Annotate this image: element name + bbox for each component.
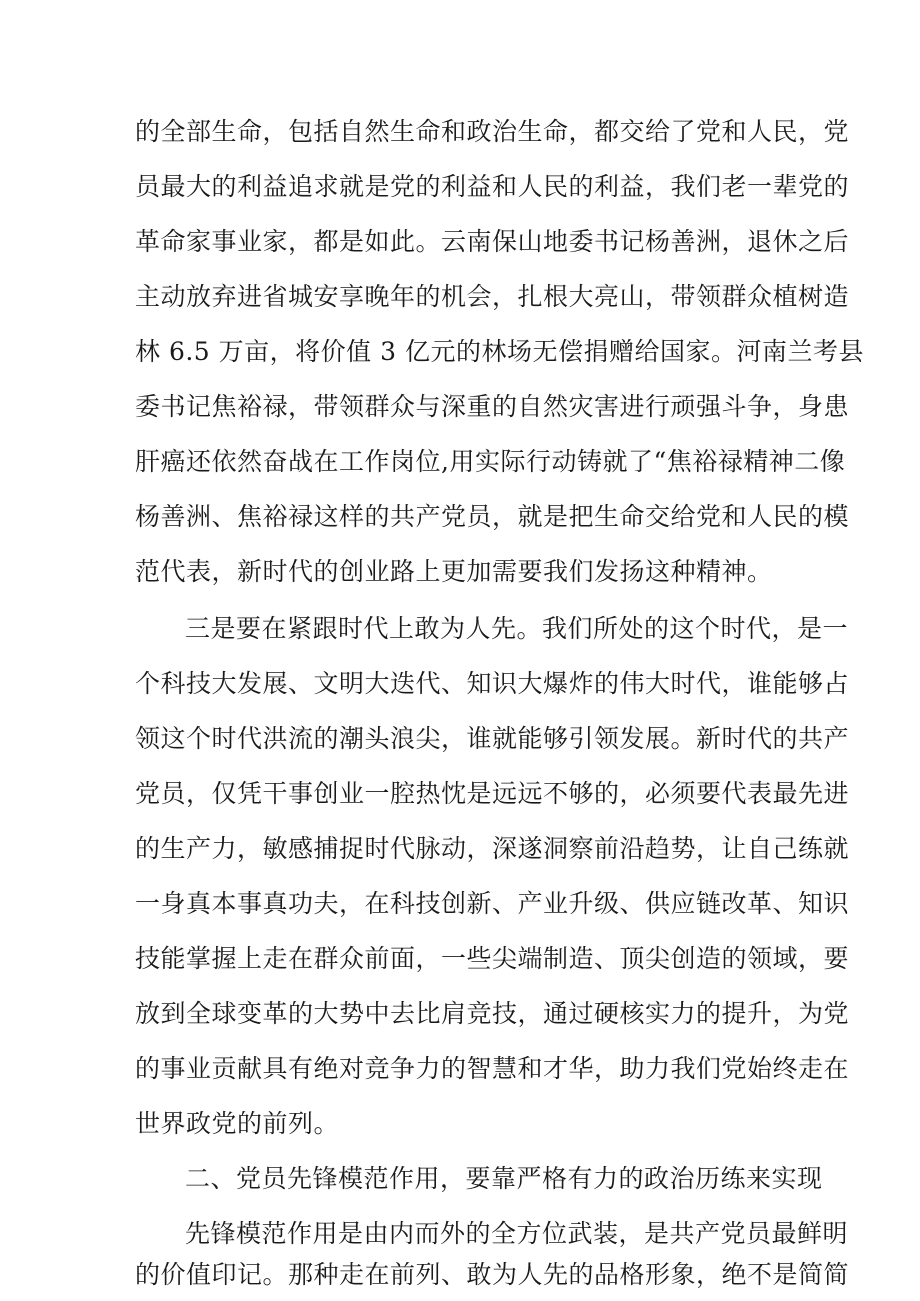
- paragraph-1-line-9: 范代表，新时代的创业路上更加需要我们发扬这种精神。: [135, 557, 773, 586]
- paragraph-1-line-7: 肝癌还依然奋战在工作岗位,用实际行动铸就了“焦裕禄精神二像: [135, 447, 846, 476]
- paragraph-2-line-3: 领这个时代洪流的潮头浪尖，谁就能够引领发展。新时代的共产: [135, 724, 850, 753]
- paragraph-2-line-7: 技能掌握上走在群众前面，一些尖端制造、顶尖创造的领域，要: [135, 944, 850, 973]
- paragraph-2-line-4: 党员，仅凭干事创业一腔热忱是远远不够的，必须要代表最先进: [135, 779, 850, 808]
- paragraph-3-line-1: 先锋模范作用是由内而外的全方位武装，是共产党员最鲜明: [185, 1219, 849, 1248]
- paragraph-1-line-1: 的全部生命，包括自然生命和政治生命，都交给了党和人民，党: [135, 117, 850, 146]
- paragraph-2-line-10: 世界政党的前列。: [135, 1109, 340, 1138]
- paragraph-1-line-2: 员最大的利益追求就是党的利益和人民的利益，我们老一辈党的: [135, 172, 850, 201]
- paragraph-2-line-5: 的生产力，敏感捕捉时代脉动，深遂洞察前沿趋势，让自己练就: [135, 834, 850, 863]
- paragraph-1-line-4: 主动放弃进省城安享晚年的机会，扎根大亮山，带领群众植树造: [135, 282, 850, 311]
- paragraph-2-line-2: 个科技大发展、文明大迭代、知识大爆炸的伟大时代，谁能够占: [135, 669, 850, 698]
- paragraph-1-line-3: 革命家事业家，都是如此。云南保山地委书记杨善洲，退休之后: [135, 227, 850, 256]
- paragraph-2-line-8: 放到全球变革的大势中去比肩竞技，通过硬核实力的提升，为党: [135, 999, 850, 1028]
- section-heading: 二、党员先锋模范作用，要靠严格有力的政治历练来实现: [185, 1164, 823, 1193]
- paragraph-3-line-2: 的价值印记。那种走在前列、敢为人先的品格形象，绝不是简简: [135, 1260, 850, 1289]
- paragraph-2-line-9: 的事业贡献具有绝对竞争力的智慧和才华，助力我们党始终走在: [135, 1054, 850, 1083]
- paragraph-2-line-6: 一身真本事真功夫，在科技创新、产业升级、供应链改革、知识: [135, 889, 850, 918]
- paragraph-1-line-5: 林 6.5 万亩，将价值 3 亿元的林场无偿捐赠给国家。河南兰考县: [135, 337, 864, 366]
- paragraph-1-line-8: 杨善洲、焦裕禄这样的共产党员，就是把生命交给党和人民的模: [135, 502, 850, 531]
- paragraph-2-line-1: 三是要在紧跟时代上敢为人先。我们所处的这个时代，是一: [185, 614, 849, 643]
- paragraph-1-line-6: 委书记焦裕禄，带领群众与深重的自然灾害进行顽强斗争，身患: [135, 392, 850, 421]
